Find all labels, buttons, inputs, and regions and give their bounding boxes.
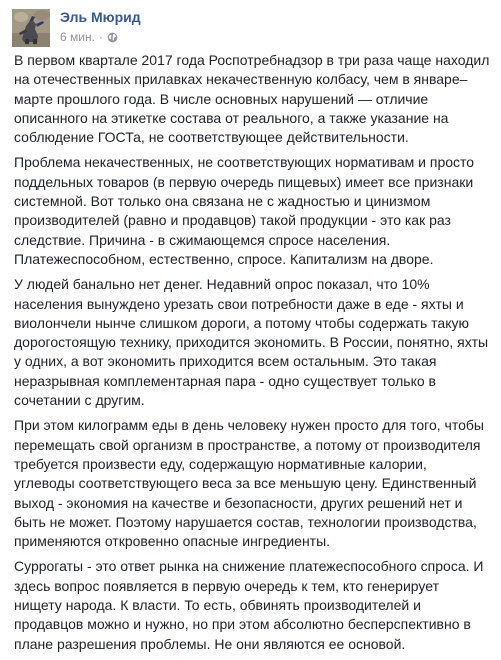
post-paragraph: Суррогаты - это ответ рынка на снижение платежеспособного спроса. И здесь вопрос появляется в первую очередь к тем, кто генерирует нищету народа. К власти. То есть, обвинять производителей и продавцов можно и нужно, но при этом абсолютно бесперспективно в плане разрешения проблемы. Не они являются ее основой. xyxy=(14,558,484,652)
post-paragraph: При этом килограмм еды в день человеку нужен просто для того, чтобы перемещать свой организм в пространстве, а потому от производителя требуется произвести еду, содержащую нормативные калории, углеводы соответствующего веса за все меньшую цену. Единственный выход - экономия на качестве и безопасности, других решений нет и быть не может. Поэтому нарушается состав, технологии производства, применяются откровенно опасные ингредиенты. xyxy=(14,417,484,550)
meta-separator: · xyxy=(98,30,103,44)
avatar-photo xyxy=(12,9,50,47)
post-header xyxy=(12,8,492,48)
avatar[interactable] xyxy=(12,9,50,47)
post-timestamp[interactable]: 6 мин. xyxy=(60,30,95,44)
globe-icon[interactable] xyxy=(107,32,118,43)
author-name[interactable]: Эль Мюрид xyxy=(60,9,141,25)
post-paragraph: Проблема некачественных, не соответствующих нормативам и просто поддельных товаров (в первую очередь пищевых) имеет все признаки системной. Вот только она связана не с жадностью и цинизмом производителей (равно и продавцов) такой продукции - это как раз следствие. Причина - в сжимающемся спросе населения. Платежеспособном, естественно, спросе. Капитализм на дворе. xyxy=(14,154,475,267)
post-paragraph: В первом квартале 2017 года Роспотребнадзор в три раза чаще находил на отечественных прилавках некачественную колбасу, чем в январе–марте прошлого года. В числе основных нарушений — отличие описанного на этикетке состава от реального, а также указание на соблюдение ГОСТа, не соответствующее действительности. xyxy=(14,52,490,146)
post-body xyxy=(14,51,490,660)
post-paragraph: У людей банально нет денег. Недавний опрос показал, что 10% населения вынуждено урезать свои потребности даже в еде - яхты и виолончели нынче слишком дороги, а потому чтобы содержать такую дорогостоящую технику, приходится экономить. В России, понятно, яхты у одних, а вот экономить приходится всем остальным. Это такая неразрывная комплементарная пара - одно существует только в сочетании с другим. xyxy=(14,276,489,409)
post-meta xyxy=(60,29,118,45)
